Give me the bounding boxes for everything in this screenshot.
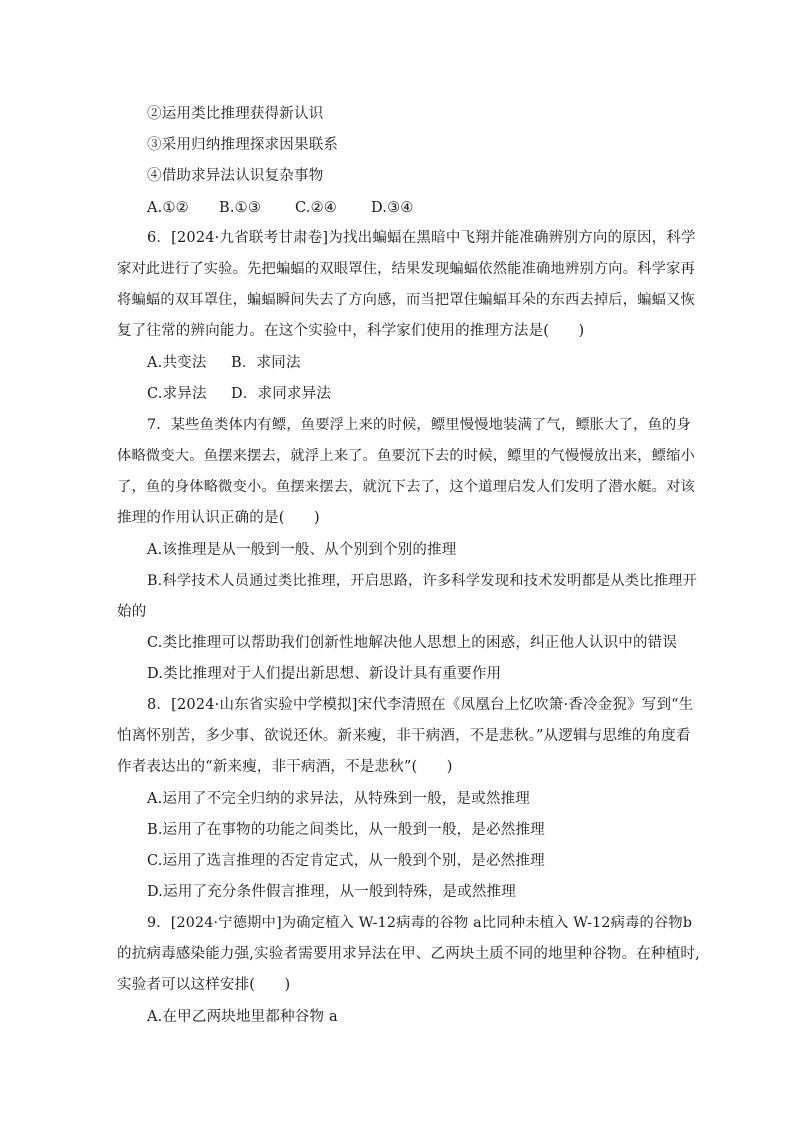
- q7-stem-line-1: 7．某些鱼类体内有鳔，鱼要浮上来的时候，鳔里慢慢地装满了气，鳔胀大了，鱼的身: [147, 417, 691, 433]
- q6-stem-line-4: 复了往常的辨向能力。在这个实验中，科学家们使用的推理方法是( ): [117, 323, 585, 339]
- q6-stem-line-1: 6．[2024·九省联考甘肃卷]为找出蝙蝠在黑暗中飞翔并能准确辨别方向的原因，科学: [147, 230, 696, 246]
- q8-option-a: A.运用了不完全归纳的求异法，从特殊到一般，是或然推理: [147, 791, 530, 807]
- q6-options-row-2: [147, 384, 331, 404]
- q6-option-c: C.求异法: [147, 386, 207, 402]
- q6-stem-line-2: 家对此进行了实验。先把蝙蝠的双眼罩住，结果发现蝙蝠依然能准确地辨别方向。科学家再: [117, 261, 696, 277]
- q8-stem-line-3: 作者表达出的“新来瘦，非干病酒，不是悲秋”( ): [117, 759, 453, 775]
- q8-option-b: B.运用了在事物的功能之间类比，从一般到一般，是必然推理: [147, 822, 545, 838]
- q6-option-d: D．求同求异法: [231, 386, 332, 402]
- q7-stem-line-3: 了，鱼的身体略微变小。鱼摆来摆去，就沉下去了，这个道理启发人们发明了潜水艇。对该: [117, 479, 696, 495]
- q7-stem-line-2: 体略微变大。鱼摆来摆去，就浮上来了。鱼要沉下去的时候，鳔里的气慢慢放出来，鳔缩小: [117, 448, 696, 464]
- q7-option-a: A.该推理是从一般到一般、从个别到个别的推理: [147, 542, 457, 558]
- q8-stem-line-2: 怕离怀别苦，多少事、欲说还休。新来瘦，非干病酒，不是悲秋。”从逻辑与思维的角度看: [117, 728, 691, 744]
- q8-option-d: D.运用了充分条件假言推理，从一般到特殊，是或然推理: [147, 884, 516, 900]
- q9-stem-line-1: 9．[2024·宁德期中]为确定植入 W-12病毒的谷物 a比同种未植入 W-12病毒的谷物b: [147, 915, 693, 931]
- q9-stem-line-2: 的抗病毒感染能力强,实验者需要用求异法在甲、乙两块土质不同的地里种谷物。在种植时,: [117, 946, 700, 962]
- q7-option-b-line-2: 始的: [117, 604, 147, 620]
- q6-option-a: A.共变法: [147, 355, 207, 371]
- q5-options: [147, 198, 414, 218]
- q8-stem-line-1: 8．[2024·山东省实验中学模拟]宋代李清照在《凤凰台上忆吹箫·香冷金猊》写到“生: [147, 697, 694, 713]
- q7-stem-line-4: 推理的作用认识正确的是( ): [117, 510, 320, 526]
- q7-option-d: D.类比推理对于人们提出新思想、新设计具有重要作用: [147, 666, 502, 682]
- q5-option-a: A.①②: [147, 200, 189, 216]
- q7-option-c: C.类比推理可以帮助我们创新性地解决他人思想上的困惑，纠正他人认识中的错误: [147, 635, 678, 651]
- q9-option-a: A.在甲乙两块地里都种谷物 a: [147, 1009, 338, 1025]
- q6-stem-line-3: 将蝙蝠的双耳罩住，蝙蝠瞬间失去了方向感，而当把罩住蝙蝠耳朵的东西去掉后，蝙蝠又恢: [117, 292, 696, 308]
- q5-statement-2: ②运用类比推理获得新认识: [147, 106, 324, 122]
- q5-option-b: B.①③: [219, 200, 262, 216]
- q8-option-c: C.运用了选言推理的否定肯定式，从一般到个别，是必然推理: [147, 853, 545, 869]
- q6-options-row-1: [147, 353, 301, 373]
- q6-option-b: B．求同法: [231, 355, 301, 371]
- q5-statement-4: ④借助求异法认识复杂事物: [147, 168, 324, 184]
- q5-option-d: D.③④: [371, 200, 414, 216]
- q5-option-c: C.②④: [295, 200, 337, 216]
- q7-option-b-line-1: B.科学技术人员通过类比推理，开启思路，许多科学发现和技术发明都是从类比推理开: [147, 573, 698, 589]
- q5-statement-3: ③采用归纳推理探求因果联系: [147, 137, 339, 153]
- q9-stem-line-3: 实验者可以这样安排( ): [117, 977, 291, 993]
